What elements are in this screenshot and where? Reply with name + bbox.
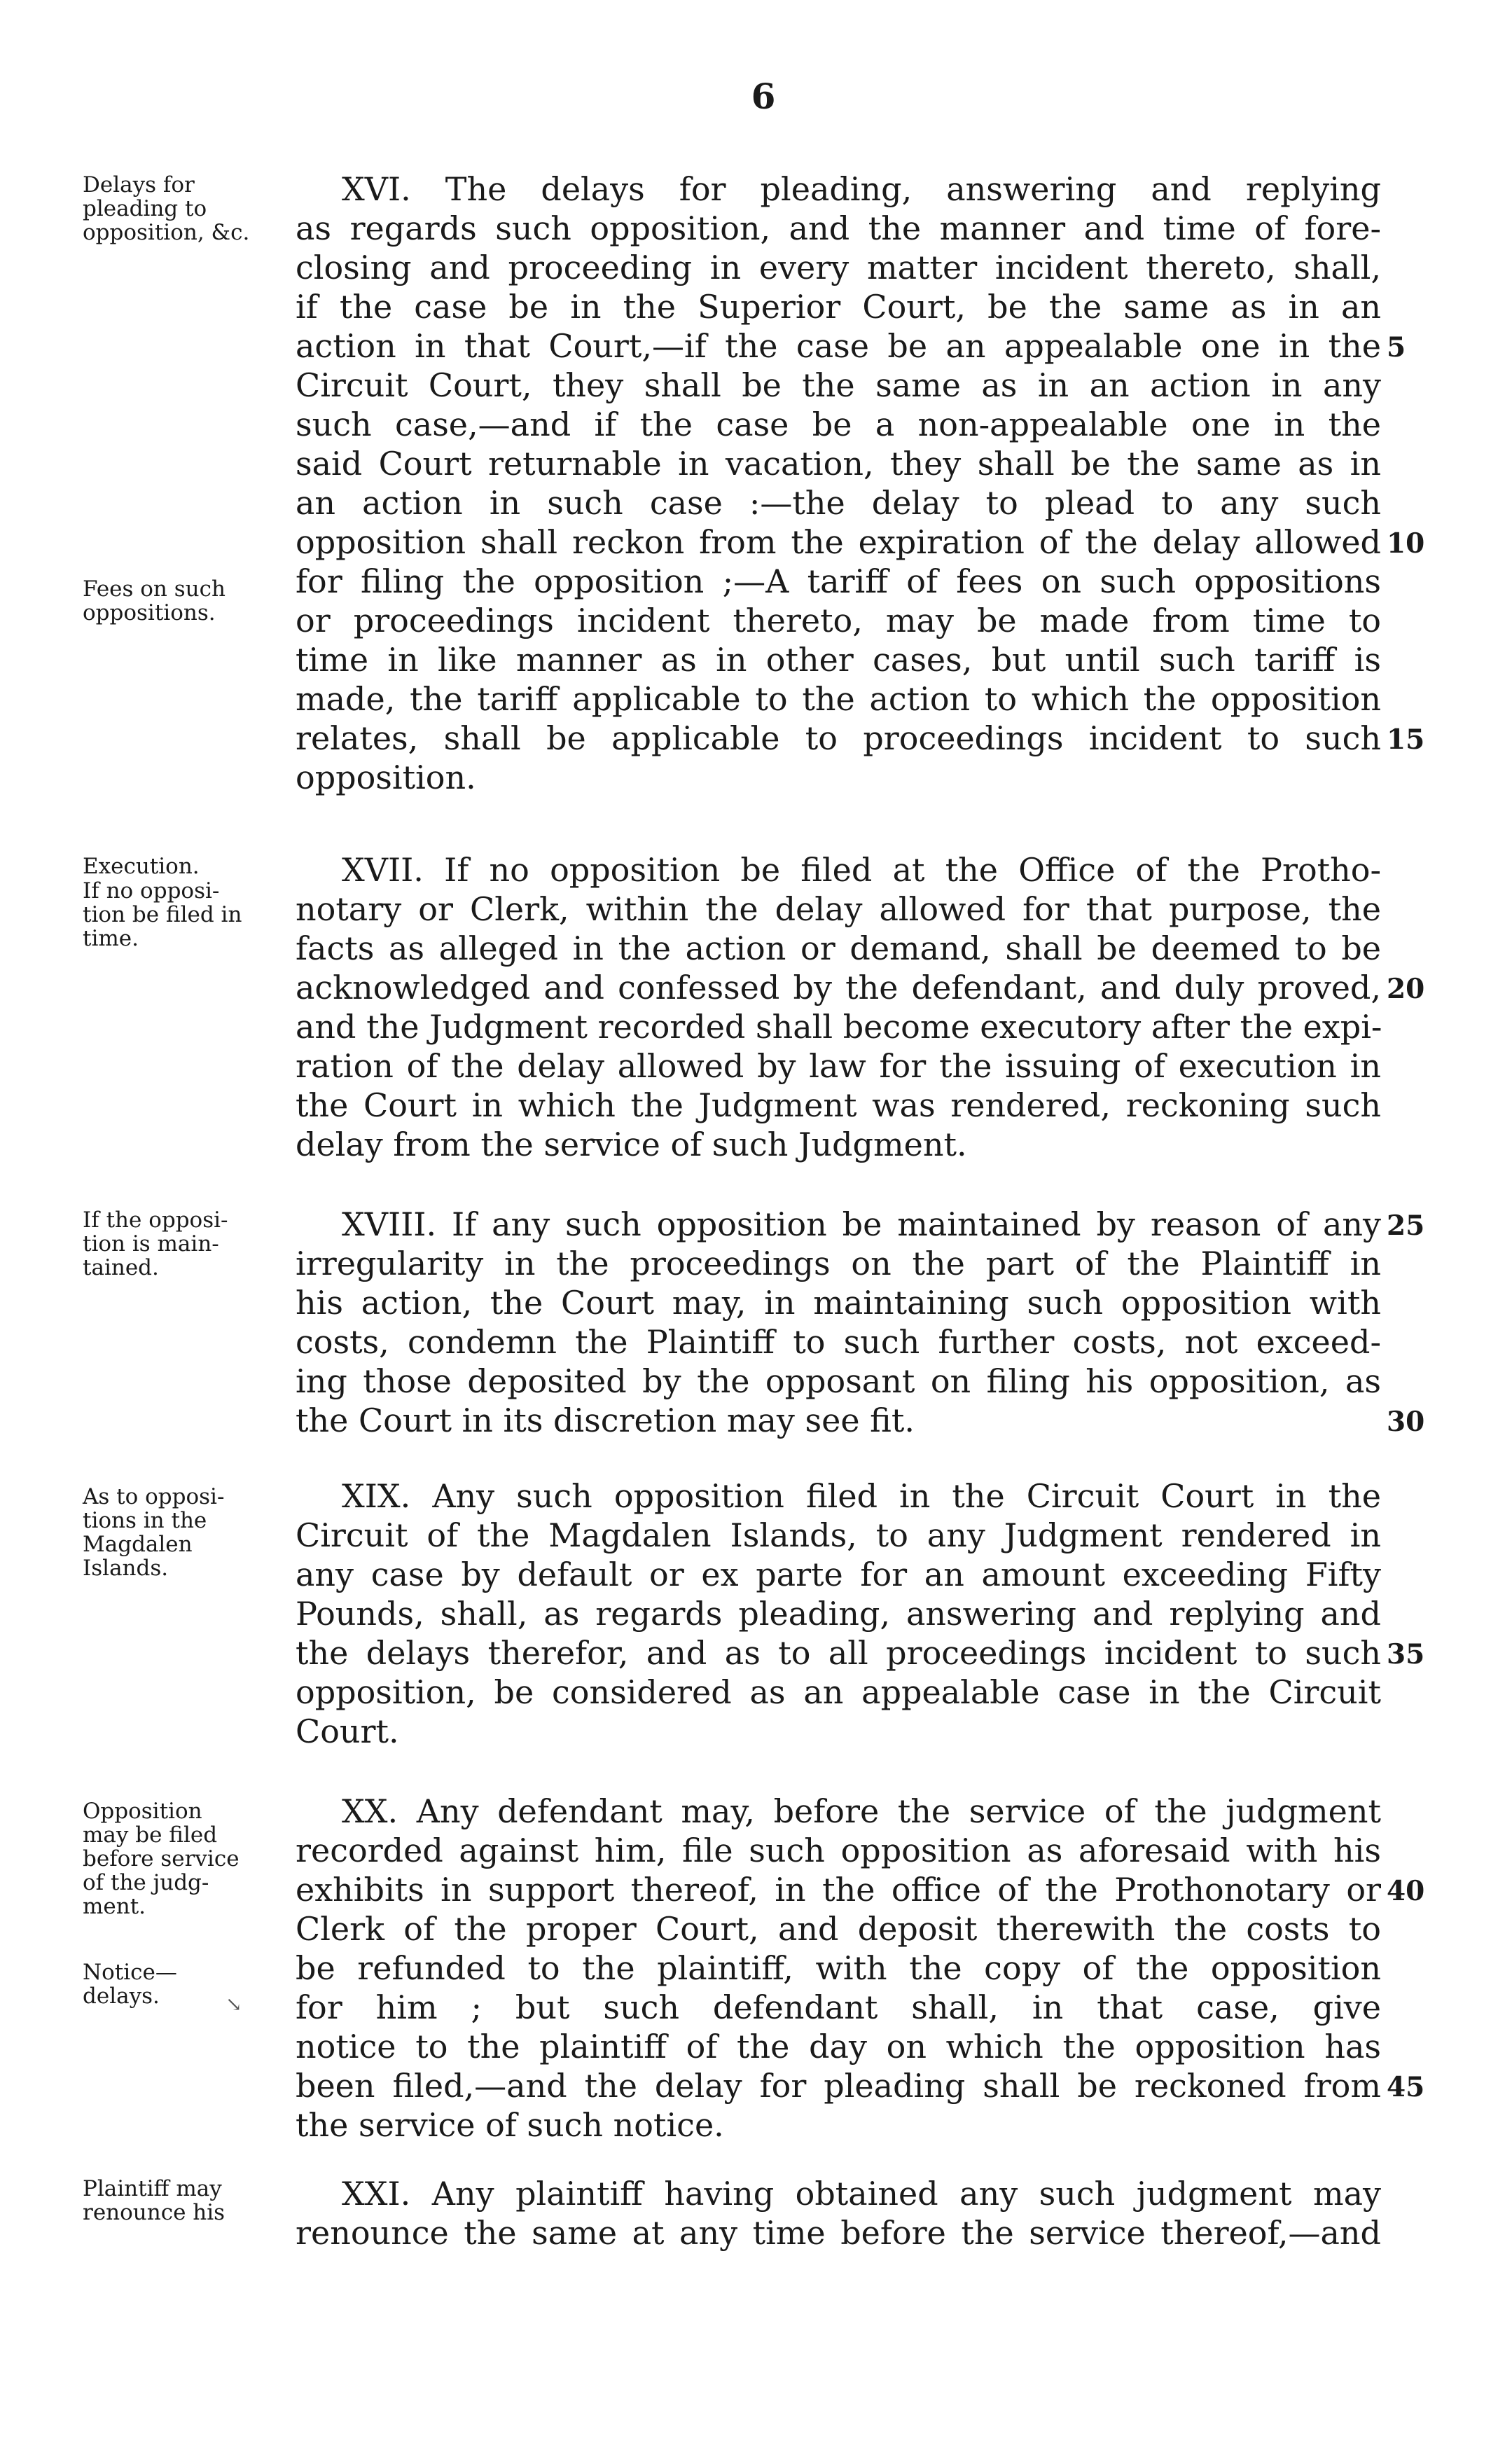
margin-note: tion be filed in: [83, 902, 242, 927]
body-line: Court.: [296, 1712, 399, 1750]
body-line: notary or Clerk, within the delay allowed for that purpose, the: [296, 890, 1381, 928]
line-number: 10: [1387, 527, 1425, 560]
body-line: Pounds, shall, as regards pleading, answering and replying and: [296, 1595, 1381, 1633]
margin-note: opposition, &c.: [83, 220, 250, 245]
body-line: ing those deposited by the opposant on filing his opposition, as: [296, 1362, 1381, 1400]
line-number: 30: [1387, 1406, 1425, 1438]
margin-note: before service: [83, 1846, 240, 1871]
body-line: be refunded to the plaintiff, with the copy of the opposition: [296, 1949, 1381, 1987]
body-line: Clerk of the proper Court, and deposit therewith the costs to: [296, 1910, 1381, 1948]
body-line: an action in such case :—the delay to plead to any such: [296, 484, 1381, 522]
body-line: opposition shall reckon from the expiration of the delay allowed: [296, 523, 1381, 561]
body-line: exhibits in support thereof, in the office of the Prothonotary or: [296, 1871, 1381, 1909]
margin-note: Fees on such: [83, 576, 226, 602]
body-line: any case by default or ex parte for an amount exceeding Fifty: [296, 1556, 1381, 1593]
body-line: Circuit of the Magdalen Islands, to any Judgment rendered in: [296, 1516, 1381, 1554]
margin-note: renounce his: [83, 2200, 226, 2225]
margin-note: may be filed: [83, 1822, 218, 1848]
margin-note: As to opposi-: [83, 1484, 225, 1509]
body-line: action in that Court,—if the case be an appealable one in the: [296, 327, 1381, 365]
body-line: said Court returnable in vacation, they shall be the same as in: [296, 445, 1381, 483]
body-line: as regards such opposition, and the manner and time of fore-: [296, 209, 1381, 247]
body-line: XVI. The delays for pleading, answering and replying: [342, 170, 1381, 208]
body-line: for him ; but such defendant shall, in that case, give: [296, 1988, 1381, 2026]
line-number: 45: [1387, 2071, 1425, 2103]
margin-note: Opposition: [83, 1799, 202, 1824]
body-line: the delays therefor, and as to all proceedings incident to such: [296, 1634, 1381, 1672]
margin-note: of the judg-: [83, 1870, 209, 1895]
body-line: opposition, be considered as an appealable case in the Circuit: [296, 1673, 1381, 1711]
body-line: XVII. If no opposition be filed at the Office of the Protho-: [342, 851, 1381, 889]
body-line: acknowledged and confessed by the defendant, and duly proved,: [296, 969, 1381, 1006]
line-number: 35: [1387, 1638, 1425, 1670]
margin-note: Delays for: [83, 172, 195, 198]
margin-note: time.: [83, 926, 139, 951]
margin-check-mark: ↘: [226, 1993, 242, 2016]
body-line: and the Judgment recorded shall become executory after the expi-: [296, 1008, 1382, 1046]
line-number: 25: [1387, 1210, 1425, 1242]
body-line: notice to the plaintiff of the day on which the opposition has: [296, 2028, 1381, 2065]
body-line: recorded against him, file such opposition as aforesaid with his: [296, 1832, 1381, 1869]
body-line: relates, shall be applicable to proceedings incident to such: [296, 719, 1381, 757]
margin-note: If the opposi-: [83, 1207, 228, 1233]
body-line: if the case be in the Superior Court, be the same as in an: [296, 288, 1381, 326]
body-line: ration of the delay allowed by law for the issuing of execution in: [296, 1047, 1381, 1085]
body-line: renounce the same at any time before the service thereof,—and: [296, 2214, 1381, 2252]
body-line: XXI. Any plaintiff having obtained any such judgment may: [342, 2175, 1381, 2213]
body-line: been filed,—and the delay for pleading shall be reckoned from: [296, 2067, 1381, 2105]
body-line: irregularity in the proceedings on the part of the Plaintiff in: [296, 1245, 1381, 1282]
body-line: costs, condemn the Plaintiff to such further costs, not exceed-: [296, 1323, 1381, 1361]
body-line: made, the tariff applicable to the action to which the opposition: [296, 680, 1381, 718]
body-line: his action, the Court may, in maintaining such opposition with: [296, 1284, 1381, 1322]
body-line: for filing the opposition ;—A tariff of fees on such oppositions: [296, 562, 1381, 600]
margin-note: Notice—: [83, 1960, 177, 1985]
body-line: or proceedings incident thereto, may be made from time to: [296, 602, 1381, 639]
line-number: 20: [1387, 973, 1425, 1005]
margin-note: oppositions.: [83, 600, 216, 625]
margin-note: tion is main-: [83, 1231, 219, 1257]
body-line: time in like manner as in other cases, but until such tariff is: [296, 641, 1381, 679]
margin-note: Magdalen: [83, 1532, 193, 1557]
body-line: such case,—and if the case be a non-appealable one in the: [296, 406, 1381, 443]
body-line: XX. Any defendant may, before the service of the judgment: [342, 1792, 1381, 1830]
page-number: 6: [751, 76, 776, 117]
margin-note: tions in the: [83, 1508, 207, 1533]
margin-note: Execution.: [83, 854, 200, 879]
margin-note: ment.: [83, 1894, 146, 1919]
body-line: opposition.: [296, 759, 476, 796]
body-line: the Court in which the Judgment was rendered, reckoning such: [296, 1086, 1381, 1124]
margin-note: tained.: [83, 1255, 159, 1280]
body-line: the service of such notice.: [296, 2106, 724, 2144]
body-line: XVIII. If any such opposition be maintained by reason of any: [342, 1205, 1381, 1243]
body-line: Circuit Court, they shall be the same as in an action in any: [296, 366, 1381, 404]
line-number: 5: [1387, 331, 1406, 364]
body-line: the Court in its discretion may see fit.: [296, 1402, 915, 1439]
body-line: facts as alleged in the action or demand, shall be deemed to be: [296, 929, 1381, 967]
margin-note: pleading to: [83, 196, 207, 221]
line-number: 15: [1387, 724, 1425, 756]
margin-note: If no opposi-: [83, 878, 220, 904]
line-number: 40: [1387, 1875, 1425, 1907]
body-line: XIX. Any such opposition filed in the Circuit Court in the: [342, 1477, 1381, 1515]
margin-note: Islands.: [83, 1556, 169, 1581]
margin-note: delays.: [83, 1984, 160, 2009]
body-line: delay from the service of such Judgment.: [296, 1126, 967, 1163]
body-line: closing and proceeding in every matter incident thereto, shall,: [296, 249, 1381, 286]
margin-note: Plaintiff may: [83, 2176, 222, 2201]
